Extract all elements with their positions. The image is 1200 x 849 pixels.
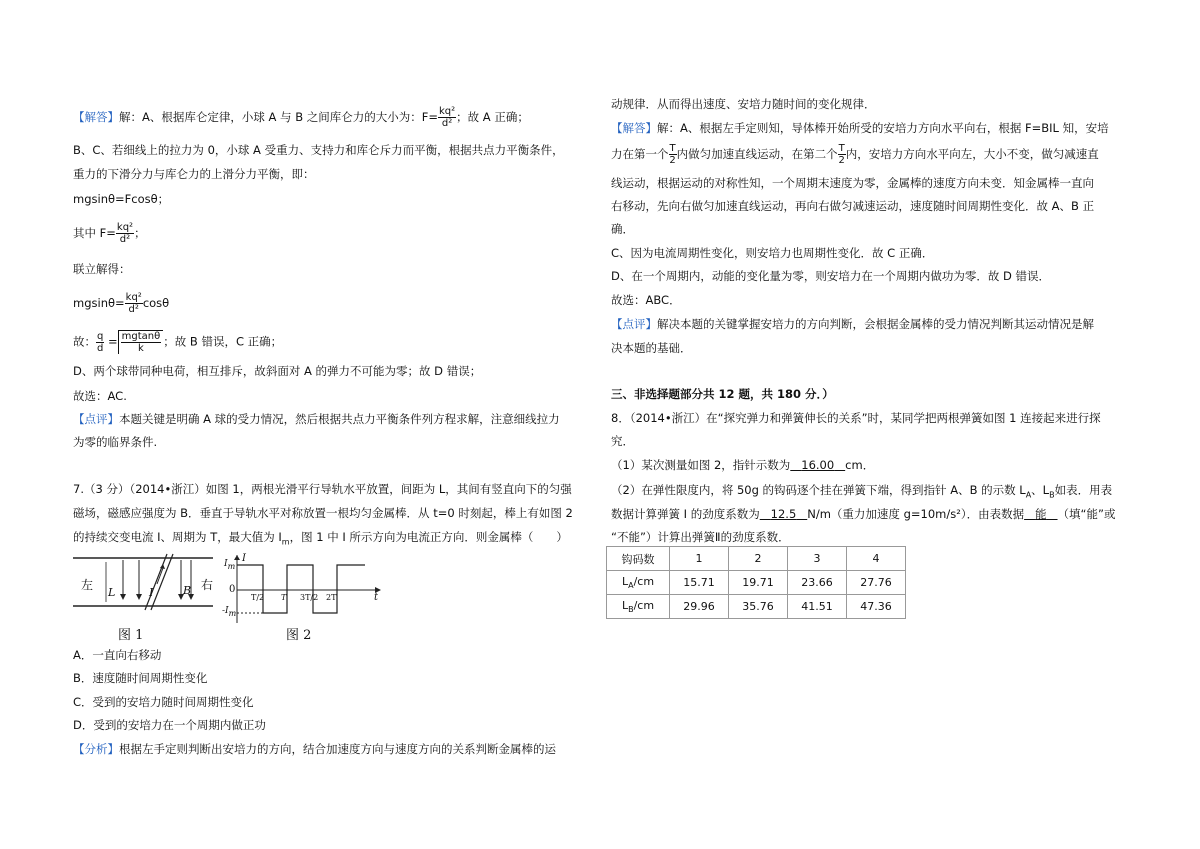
text-line: D、两个球带同种电荷，相互排斥，故斜面对 A 的弹力不可能为零；故 D 错误； [73,364,482,378]
figure-1-L-label: L [108,586,116,599]
text-line: 为零的临界条件. [73,435,158,449]
text-line: 动规律．从而得出速度、安培力随时间的变化规律． [611,97,876,111]
option-a: A．一直向右移动 [73,648,162,662]
text-line: 线运动，根据运动的对称性知，一个周期末速度为零，金属棒的速度方向未变．知金属棒一直向 [611,176,1094,190]
table-cell: 2 [729,547,788,571]
table-cell: 15.71 [670,571,729,595]
table-header-row [607,547,906,571]
question-7-line-3: 的持续交变电流 I、周期为 T，最大值为 $I_m$，图 1 中 I 所示方向为电流正方向．则金属棒（ ） [73,530,568,547]
text-line: 重力的下滑分力与库仑力的上滑分力平衡，即： [73,167,315,181]
text-line: D、在一个周期内，动能的变化量为零，则安培力在一个周期内做功为零．故 D 错误． [611,269,1051,283]
table-cell: 钩码数 [607,547,670,571]
option-c: C．受到的安培力随时间周期性变化 [73,695,254,709]
figure-2-tick-label: T/2 [251,593,265,602]
figure-1-B-label: B [183,584,192,597]
question-8-part-1: （1）某次测量如图 2，指针示数为 16.00 cm． [611,458,875,472]
spring-data-table [606,546,906,619]
table-cell: 27.76 [847,571,906,595]
figure-1-right-label: 右 [201,578,214,592]
figure-2-zero-label: 0 [229,584,236,595]
sqrt-expression: $\frac{mgtan\theta}{k}$ [118,330,164,354]
answer-line-1: 【解答】解：A、根据库仑定律，小球 A 与 B 之间库仑力的大小为：F= $\frac{\text{kq²}}{\text{d²}}$ ；故 A 正确； [73,106,529,129]
figure-1-rails [73,550,213,615]
table-cell: 35.76 [729,595,788,619]
analysis-line: 【分析】根据左手定则判断出安培力的方向，结合加速度方向与速度方向的关系判断金属棒的运 [73,742,556,756]
comment-tag: 【点评】 [73,412,119,426]
question-7-line-1: 7.（3 分）（2014•浙江）如图 1，两根光滑平行导轨水平放置，间距为 L，其间有竖直向下的匀强 [73,482,572,496]
figure-2-tick-label: 2T [326,593,337,602]
figure-2-tick-label: T [281,593,287,602]
figure-2-Im-label: $I_m$ [224,559,236,571]
equation-line: mgsinθ= $\frac{\text{kq²}}{\text{d²}}$ cosθ [73,292,170,315]
equation-line: 故： $\frac{q}{d}$ = $\frac{mgtan\theta}{k}$ ；故 B 错误，C 正确； [73,330,283,354]
table-row [607,571,906,595]
table-cell: 3 [788,547,847,571]
text-line: 右移动，先向右做匀加速直线运动，再向右做匀减速运动，速度随时间周期性变化．故 A、B 正 [611,199,1095,213]
text-line: 确． [611,222,634,236]
table-cell: 29.96 [670,595,729,619]
table-cell: 47.36 [847,595,906,619]
figure-1-I-label: I [149,586,154,599]
figure-2-t-label: t [374,592,379,603]
question-8-part-2-cont: 数据计算弹簧 I 的劲度系数为 12.5 N/m（重力加速度 g=10m/s²）．由表数据 能 （填“能”或 [611,507,1116,521]
answer-tag: 【解答】 [73,110,119,124]
fraction: $\frac{q}{d}$ [97,330,104,354]
text-line: 决本题的基础． [611,341,692,355]
fraction: $\frac{T}{2}$ [838,143,845,166]
table-cell: 41.51 [788,595,847,619]
table-cell: 19.71 [729,571,788,595]
table-cell: 23.66 [788,571,847,595]
text-line: 联立解得： [73,262,131,276]
answer-blank: 能 [1035,507,1047,521]
question-8-part-2: （2）在弹性限度内，将 50g 的钩码逐个挂在弹簧下端，得到指针 A、B 的示数 $L_A$、$L_B$如表．用表 [611,483,1113,500]
figure-2-caption: 图 2 [286,628,312,643]
option-d: D．受到的安培力在一个周期内做正功 [73,718,266,732]
text-line: 故选：AC. [73,389,127,403]
text-line: 故选：ABC． [611,293,681,307]
comment-tag: 【点评】 [611,317,657,331]
analysis-tag: 【分析】 [73,742,119,756]
equation-line: mgsinθ=Fcosθ； [73,192,170,206]
table-row-label: $L_B/cm$ [607,595,670,619]
figure-1-left-label: 左 [81,578,94,592]
answer-line: 【解答】解：A、根据左手定则知，导体棒开始所受的安培力方向水平向右，根据 F=BIL 知，安培 [611,121,1109,135]
fraction: $\frac{\text{kq²}}{\text{d²}}$ [116,222,134,245]
text-line: C、因为电流周期性变化，则安培力也周期性变化．故 C 正确． [611,246,934,260]
figure-2-neg-Im-label: $-I_m$ [222,606,237,618]
option-b: B．速度随时间周期性变化 [73,671,208,685]
table-row-label: $L_A/cm$ [607,571,670,595]
answer-blank: 12.5 [770,507,797,521]
fraction: $\frac{\text{kq²}}{\text{d²}}$ [439,106,456,129]
table-cell: 1 [670,547,729,571]
section-heading: 三、非选择题部分共 12 题，共 180 分．） [611,387,834,401]
answer-blank: 16.00 [801,458,835,472]
table-cell: 4 [847,547,906,571]
question-8-part-2-end: “不能”）计算出弹簧Ⅱ的劲度系数． [611,530,790,544]
question-8-line-1: 8．（2014•浙江）在“探究弹力和弹簧伸长的关系”时，某同学把两根弹簧如图 1 连接起来进行探 [611,411,1101,425]
fraction: $\frac{T}{2}$ [669,143,676,166]
question-8-line-2: 究． [611,434,634,448]
figure-2-current-graph [225,555,385,625]
answer-line: 力在第一个 $\frac{T}{2}$ 内做匀加速直线运动，在第二个 $\frac{T}{2}$ 内，安培力方向水平向左，大小不变，做匀减速直 [611,143,1099,166]
text-line: B、C、若细线上的拉力为 0，小球 A 受重力、支持力和库仑斥力而平衡，根据共点力平衡条件， [73,143,564,157]
figure-2-I-axis-label: I [242,553,246,564]
table-row [607,595,906,619]
comment-line: 【点评】解决本题的关键掌握安培力的方向判断，会根据金属棒的受力情况判断其运动情况是解 [611,317,1094,331]
comment-line: 【点评】本题关键是明确 A 球的受力情况，然后根据共点力平衡条件列方程求解，注意细线拉力 [73,412,560,426]
fraction: $\frac{\text{kq²}}{\text{d²}}$ [125,292,142,315]
answer-tag: 【解答】 [611,121,657,135]
figure-1-caption: 图 1 [118,628,144,643]
question-7-line-2: 磁场，磁感应强度为 B．垂直于导轨水平对称放置一根均匀金属棒．从 t=0 时刻起，棒上有如图 2 [73,506,573,520]
figure-2-tick-label: 3T/2 [300,593,319,602]
equation-line: 其中 F= $\frac{\text{kq²}}{\text{d²}}$ ； [73,222,146,245]
